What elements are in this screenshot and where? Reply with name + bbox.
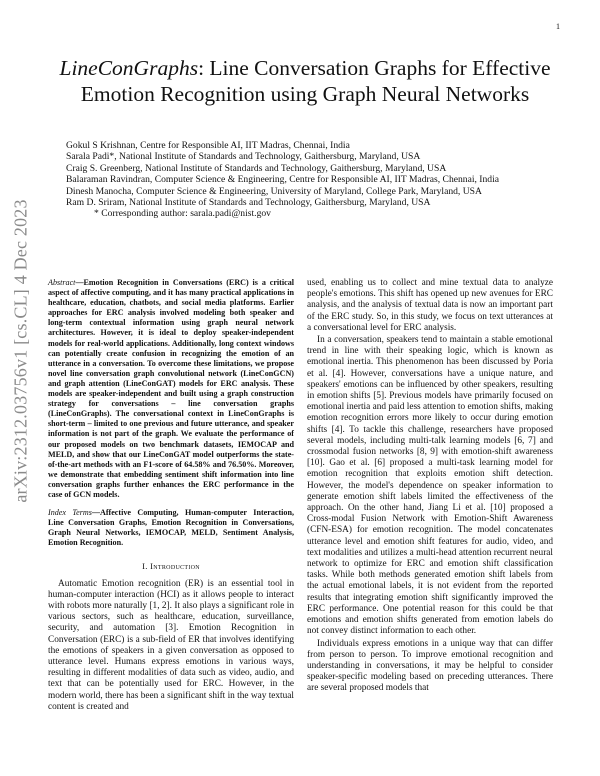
author-block [66, 140, 566, 220]
index-terms [48, 508, 294, 548]
left-column [48, 278, 294, 713]
author-line: Balaraman Ravindran, Computer Science & Engineering, Centre for Responsible AI, IIT Madras, Chennai, India [66, 174, 500, 186]
author-line: Craig S. Greenberg, National Institute of Standards and Technology, Gaithersburg, Maryland, USA [66, 162, 447, 174]
arxiv-watermark [2, 196, 40, 506]
abstract-lead: Abstract [48, 278, 76, 287]
title-rest: : Line Conversation Graphs for Effective Emotion Recognition using Graph Neural Networks [80, 56, 551, 106]
corresponding-author: * Corresponding author: sarala.padi@nist.gov [94, 208, 271, 220]
author-line: Ram D. Sriram, National Institute of Standards and Technology, Gaithersburg, Maryland, USA [66, 197, 431, 209]
page-number: 1 [556, 22, 560, 31]
arxiv-id: arXiv:2312.03756v1 [cs.CL] 4 Dec 2023 [10, 199, 31, 503]
paragraph: In a conversation, speakers tend to maintain a stable emotional trend in line with their speaking logic, which is known as emotional inertia. This phenomenon has been discussed by Poria et al. [4]. However, conversations have a unique nature, and speakers' emotions can be influenced by other speakers, resulting in emotion shifts [5]. Previous models have primarily focused on emotional inertia and paid less attention to emotion shifts, making emotion recognition errors more likely to occur during emotion shifts [4]. To tackle this challenge, researchers have proposed several models, including multi-talk learning models [6, 7] and crossmodal fusion networks [8, 9] with emotion-shift awareness [10]. Gao et al. [6] proposed a multi-task learning model for emotion recognition that exploits emotion shift detection. However, the model's dependence on speaker information to generate emotion shift labels limited the effectiveness of the approach. On the other hand, Jiang Li et al. [10] proposed a Cross-modal Fusion Network with Emotion-Shift Awareness (CFN-ESA) for emotion recognition. The model concatenates utterance level and emotion shift features for audio, video, and text modalities and utilizes a multi-head attention recurrent neural network to optimize for ERC and emotion shift classification tasks. While both methods generated emotion shift labels from the actual emotional labels, it is not evident from the reported results that integrating emotion shift significantly improved the ERC performance. One potential reason for this could be that emotions and emotion shifts generated from emotion labels do not convey distinct information to each other. [307, 335, 553, 637]
paragraph: used, enabling us to collect and mine textual data to analyze people's emotions. This shift has opened up new avenues for ERC analysis, and the analysis of textual data is now an important part of the ERC study. So, in this study, we focus on text utterances at a conversational level for ERC analysis. [307, 278, 553, 333]
paper-title [50, 55, 560, 107]
author-line: Sarala Padi*, National Institute of Standards and Technology, Gaithersburg, Maryland, USA [66, 151, 421, 163]
abstract [48, 278, 294, 500]
index-terms-lead: Index Terms [48, 508, 92, 518]
right-column [307, 278, 553, 695]
section-heading: I. Introduction [142, 561, 200, 572]
abstract-text: —Emotion Recognition in Conversations (ERC) is a critical aspect of affective computing, and it has many practical applications in healthcare, education, chatbots, and social media platforms. Earlier approaches for ERC analysis involved modeling both speaker and long-term contextual information using graph neural network architectures. However, it is ideal to deploy speaker-independent models for real-world applications. Additionally, long context windows can potentially create confusion in recognizing the emotion of an utterance in a conversation. To overcome these limitations, we propose novel line conversation graph convolutional network (LineConGCN) and graph attention (LineConGAT) models for ERC analysis. These models are speaker-independent and built using a graph construction strategy for conversations – line conversation graphs (LineConGraphs). The conversational context in LineConGraphs is short-term – limited to one previous and future utterance, and speaker information is not part of the graph. We evaluate the performance of our proposed models on two benchmark datasets, IEMOCAP and MELD, and show that our LineConGAT model outperforms the state-of-the-art methods with an F1-score of 64.58% and 76.50%. Moreover, we demonstrate that embedding sentiment shift information into line conversation graphs further enhances the ERC performance in the case of GCN models. [48, 278, 294, 499]
paragraph: Automatic Emotion recognition (ER) is an essential tool in human-computer interaction (HCI) as it allows people to interact with robots more naturally [1, 2]. It also plays a significant role in various sectors, such as healthcare, education, surveillance, security, and automation [3]. Emotion Recognition in Conversation (ERC) is a sub-field of ER that involves identifying the emotions of speakers in a given conversation as opposed to utterance level. Humans express emotions in various ways, resulting in different modalities of data such as video, audio, and text that can be potentially used for ERC. However, in the modern world, there has been a significant shift in the way textual content is created and [48, 578, 294, 712]
author-line: Gokul S Krishnan, Centre for Responsible AI, IIT Madras, Chennai, India [66, 140, 350, 151]
author-line: Dinesh Manocha, Computer Science & Engineering, University of Maryland, College Park, Maryland, USA [66, 185, 482, 197]
index-terms-text: —Affective Computing, Human-computer Interaction, Line Conversation Graphs, Emotion Recognition in Conversations, Graph Neural Networks, IEMOCAP, MELD, Sentiment Analysis, Emotion Recognition. [48, 508, 294, 548]
paragraph: Individuals express emotions in a unique way that can differ from person to person. To improve emotional recognition and understanding in conversations, it may be helpful to consider speaker-specific modeling based on preceding utterances. There are several proposed models that [307, 638, 553, 694]
title-italic: LineConGraphs [59, 56, 199, 80]
